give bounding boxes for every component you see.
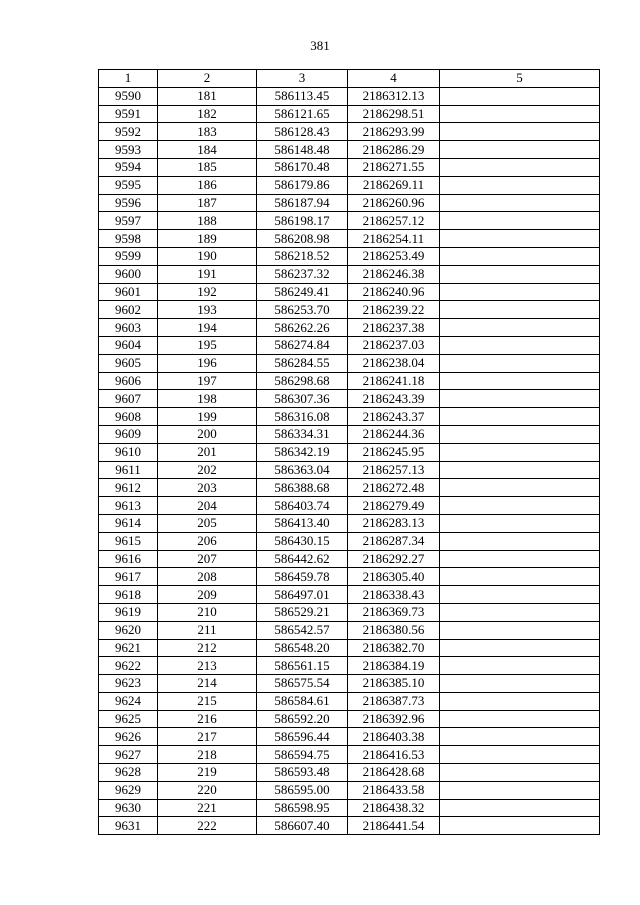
column-header: 1 <box>99 70 158 88</box>
table-cell: 2186279.49 <box>348 497 440 515</box>
table-cell: 586298.68 <box>257 372 348 390</box>
table-cell: 2186293.99 <box>348 123 440 141</box>
table-cell: 2186272.48 <box>348 479 440 497</box>
table-cell: 221 <box>158 799 257 817</box>
table-row <box>99 461 600 479</box>
table-cell: 2186338.43 <box>348 586 440 604</box>
table-cell: 586316.08 <box>257 408 348 426</box>
table-row <box>99 87 600 105</box>
table-cell: 205 <box>158 514 257 532</box>
table-cell: 9618 <box>99 586 158 604</box>
table-cell: 586413.40 <box>257 514 348 532</box>
table-cell: 586459.78 <box>257 568 348 586</box>
table-cell: 2186384.19 <box>348 657 440 675</box>
table-cell: 586607.40 <box>257 817 348 835</box>
table-cell: 9591 <box>99 105 158 123</box>
table-cell: 209 <box>158 586 257 604</box>
table-cell <box>440 265 600 283</box>
table-row <box>99 425 600 443</box>
table-cell: 202 <box>158 461 257 479</box>
table-cell: 586128.43 <box>257 123 348 141</box>
table-cell: 9604 <box>99 336 158 354</box>
table-cell: 2186283.13 <box>348 514 440 532</box>
table-cell <box>440 497 600 515</box>
table-cell: 2186241.18 <box>348 372 440 390</box>
table-row <box>99 639 600 657</box>
table-cell: 586548.20 <box>257 639 348 657</box>
table-cell: 2186239.22 <box>348 301 440 319</box>
table-cell: 9605 <box>99 354 158 372</box>
table-cell: 2186245.95 <box>348 443 440 461</box>
table-row <box>99 675 600 693</box>
table-cell: 9606 <box>99 372 158 390</box>
table-cell: 2186260.96 <box>348 194 440 212</box>
table-cell: 185 <box>158 158 257 176</box>
table-cell: 9629 <box>99 781 158 799</box>
table-row <box>99 158 600 176</box>
table-cell: 586113.45 <box>257 87 348 105</box>
table-cell: 192 <box>158 283 257 301</box>
table-cell: 2186237.03 <box>348 336 440 354</box>
table-cell: 586262.26 <box>257 319 348 337</box>
table-cell: 586561.15 <box>257 657 348 675</box>
table-cell: 586363.04 <box>257 461 348 479</box>
table-cell: 2186246.38 <box>348 265 440 283</box>
table-cell: 9590 <box>99 87 158 105</box>
table-cell: 9596 <box>99 194 158 212</box>
table-cell <box>440 692 600 710</box>
table-row <box>99 301 600 319</box>
table-cell <box>440 514 600 532</box>
table-cell <box>440 87 600 105</box>
table-cell <box>440 319 600 337</box>
column-header: 2 <box>158 70 257 88</box>
table-cell: 211 <box>158 621 257 639</box>
table-cell: 9628 <box>99 764 158 782</box>
table-cell: 2186438.32 <box>348 799 440 817</box>
table-cell: 586253.70 <box>257 301 348 319</box>
table-cell: 2186387.73 <box>348 692 440 710</box>
table-row <box>99 710 600 728</box>
table-row <box>99 123 600 141</box>
table-row <box>99 621 600 639</box>
table-cell: 2186286.29 <box>348 141 440 159</box>
table-row <box>99 443 600 461</box>
table-cell: 218 <box>158 746 257 764</box>
table-cell: 184 <box>158 141 257 159</box>
table-cell: 2186416.53 <box>348 746 440 764</box>
table-row <box>99 746 600 764</box>
table-cell: 182 <box>158 105 257 123</box>
table-row <box>99 532 600 550</box>
table-cell <box>440 657 600 675</box>
table-row <box>99 568 600 586</box>
table-cell: 2186369.73 <box>348 603 440 621</box>
table-row <box>99 194 600 212</box>
table-cell: 207 <box>158 550 257 568</box>
table-cell: 586334.31 <box>257 425 348 443</box>
table-row <box>99 586 600 604</box>
table-cell: 2186292.27 <box>348 550 440 568</box>
table-cell: 2186257.12 <box>348 212 440 230</box>
table-cell: 9617 <box>99 568 158 586</box>
table-cell: 2186382.70 <box>348 639 440 657</box>
table-cell: 9626 <box>99 728 158 746</box>
table-cell: 210 <box>158 603 257 621</box>
table-header-row <box>99 70 600 88</box>
table-cell: 586198.17 <box>257 212 348 230</box>
table-row <box>99 781 600 799</box>
table-cell: 214 <box>158 675 257 693</box>
table-row <box>99 390 600 408</box>
table-cell: 9599 <box>99 247 158 265</box>
table-cell: 586170.48 <box>257 158 348 176</box>
table-cell: 201 <box>158 443 257 461</box>
table-cell <box>440 443 600 461</box>
table-cell: 586595.00 <box>257 781 348 799</box>
table-cell: 188 <box>158 212 257 230</box>
table-cell <box>440 764 600 782</box>
table-row <box>99 479 600 497</box>
table-cell: 9623 <box>99 675 158 693</box>
table-cell: 194 <box>158 319 257 337</box>
table-row <box>99 212 600 230</box>
table-cell: 9600 <box>99 265 158 283</box>
table-cell <box>440 746 600 764</box>
table-cell: 586593.48 <box>257 764 348 782</box>
table-cell: 204 <box>158 497 257 515</box>
table-cell <box>440 408 600 426</box>
table-cell: 586249.41 <box>257 283 348 301</box>
table-cell <box>440 479 600 497</box>
table-cell: 2186257.13 <box>348 461 440 479</box>
table-cell: 586403.74 <box>257 497 348 515</box>
table-cell: 2186441.54 <box>348 817 440 835</box>
table-cell <box>440 799 600 817</box>
table-cell: 2186271.55 <box>348 158 440 176</box>
table-cell: 586592.20 <box>257 710 348 728</box>
table-cell: 220 <box>158 781 257 799</box>
table-row <box>99 247 600 265</box>
table-cell <box>440 283 600 301</box>
table-row <box>99 408 600 426</box>
table-cell: 9630 <box>99 799 158 817</box>
table-cell: 206 <box>158 532 257 550</box>
table-cell: 2186240.96 <box>348 283 440 301</box>
table-cell: 586388.68 <box>257 479 348 497</box>
table-cell: 200 <box>158 425 257 443</box>
table-cell: 2186312.13 <box>348 87 440 105</box>
table-cell: 189 <box>158 230 257 248</box>
table-cell: 9593 <box>99 141 158 159</box>
table-cell <box>440 550 600 568</box>
table-cell: 586208.98 <box>257 230 348 248</box>
table-cell: 9615 <box>99 532 158 550</box>
table-cell <box>440 141 600 159</box>
table-cell <box>440 176 600 194</box>
table-cell <box>440 639 600 657</box>
table-cell <box>440 105 600 123</box>
table-cell <box>440 301 600 319</box>
table-cell: 2186428.68 <box>348 764 440 782</box>
table-cell: 586584.61 <box>257 692 348 710</box>
table-cell: 586598.95 <box>257 799 348 817</box>
table-cell <box>440 532 600 550</box>
table-cell <box>440 603 600 621</box>
table-row <box>99 764 600 782</box>
table-cell: 586284.55 <box>257 354 348 372</box>
table-cell: 9610 <box>99 443 158 461</box>
table-cell: 9625 <box>99 710 158 728</box>
table-cell <box>440 336 600 354</box>
table-row <box>99 265 600 283</box>
table-cell <box>440 372 600 390</box>
table-cell: 2186392.96 <box>348 710 440 728</box>
table-row <box>99 354 600 372</box>
table-cell: 2186238.04 <box>348 354 440 372</box>
table-cell: 9613 <box>99 497 158 515</box>
table-cell: 212 <box>158 639 257 657</box>
table-cell <box>440 194 600 212</box>
table-cell: 9597 <box>99 212 158 230</box>
table-row <box>99 550 600 568</box>
table-cell: 9621 <box>99 639 158 657</box>
table-cell <box>440 568 600 586</box>
table-cell: 197 <box>158 372 257 390</box>
table-cell <box>440 212 600 230</box>
table-cell: 186 <box>158 176 257 194</box>
table-cell: 586542.57 <box>257 621 348 639</box>
table-cell: 9622 <box>99 657 158 675</box>
table-cell <box>440 390 600 408</box>
table-cell <box>440 728 600 746</box>
table-cell <box>440 817 600 835</box>
table-cell: 586307.36 <box>257 390 348 408</box>
table-cell <box>440 123 600 141</box>
table-row <box>99 692 600 710</box>
coordinates-table <box>98 69 600 835</box>
table-body <box>99 87 600 834</box>
table-cell: 9616 <box>99 550 158 568</box>
table-cell: 2186269.11 <box>348 176 440 194</box>
table-row <box>99 603 600 621</box>
table-cell <box>440 461 600 479</box>
table-cell: 2186253.49 <box>348 247 440 265</box>
table-cell: 586342.19 <box>257 443 348 461</box>
table-cell: 586594.75 <box>257 746 348 764</box>
table-cell: 586179.86 <box>257 176 348 194</box>
table-cell: 2186243.37 <box>348 408 440 426</box>
table-cell: 198 <box>158 390 257 408</box>
table-cell: 190 <box>158 247 257 265</box>
table-row <box>99 728 600 746</box>
table-cell: 9602 <box>99 301 158 319</box>
table-cell: 181 <box>158 87 257 105</box>
table-row <box>99 799 600 817</box>
table-cell: 586121.65 <box>257 105 348 123</box>
table-cell <box>440 586 600 604</box>
table-cell: 9631 <box>99 817 158 835</box>
table-cell: 2186380.56 <box>348 621 440 639</box>
table-cell: 2186403.38 <box>348 728 440 746</box>
table-cell <box>440 781 600 799</box>
table-cell: 2186305.40 <box>348 568 440 586</box>
table-cell: 9609 <box>99 425 158 443</box>
table-cell: 9601 <box>99 283 158 301</box>
table-cell: 2186287.34 <box>348 532 440 550</box>
table-cell: 183 <box>158 123 257 141</box>
table-cell: 9611 <box>99 461 158 479</box>
column-header: 5 <box>440 70 600 88</box>
table-cell: 586596.44 <box>257 728 348 746</box>
table-cell: 2186243.39 <box>348 390 440 408</box>
table-cell: 217 <box>158 728 257 746</box>
table-cell: 9594 <box>99 158 158 176</box>
column-header: 3 <box>257 70 348 88</box>
table-cell: 586218.52 <box>257 247 348 265</box>
table-cell: 222 <box>158 817 257 835</box>
table-cell: 2186244.36 <box>348 425 440 443</box>
table-cell: 195 <box>158 336 257 354</box>
table-cell <box>440 710 600 728</box>
table-cell: 199 <box>158 408 257 426</box>
table-cell <box>440 230 600 248</box>
table-row <box>99 319 600 337</box>
table-cell: 9624 <box>99 692 158 710</box>
table-cell: 9612 <box>99 479 158 497</box>
table-cell: 2186254.11 <box>348 230 440 248</box>
table-cell: 9592 <box>99 123 158 141</box>
table-row <box>99 176 600 194</box>
table-cell: 586148.48 <box>257 141 348 159</box>
table-cell: 9619 <box>99 603 158 621</box>
table-cell: 193 <box>158 301 257 319</box>
table-cell <box>440 158 600 176</box>
table-row <box>99 817 600 835</box>
table-cell: 586529.21 <box>257 603 348 621</box>
column-header: 4 <box>348 70 440 88</box>
table-cell: 191 <box>158 265 257 283</box>
table-cell <box>440 425 600 443</box>
table-row <box>99 514 600 532</box>
table-row <box>99 141 600 159</box>
table-cell: 9595 <box>99 176 158 194</box>
table-cell: 213 <box>158 657 257 675</box>
table-row <box>99 105 600 123</box>
table-cell <box>440 354 600 372</box>
table-row <box>99 336 600 354</box>
table-cell: 9607 <box>99 390 158 408</box>
table-cell: 2186385.10 <box>348 675 440 693</box>
table-cell: 203 <box>158 479 257 497</box>
table-cell: 586187.94 <box>257 194 348 212</box>
table-cell: 586237.32 <box>257 265 348 283</box>
table-cell: 9620 <box>99 621 158 639</box>
table-cell: 586575.54 <box>257 675 348 693</box>
table-cell: 9627 <box>99 746 158 764</box>
table-cell: 586274.84 <box>257 336 348 354</box>
table-row <box>99 497 600 515</box>
table-row <box>99 283 600 301</box>
table-row <box>99 230 600 248</box>
table-cell <box>440 247 600 265</box>
table-cell: 196 <box>158 354 257 372</box>
table-cell: 208 <box>158 568 257 586</box>
table-row <box>99 372 600 390</box>
table-cell: 9603 <box>99 319 158 337</box>
table-cell: 216 <box>158 710 257 728</box>
table-cell: 9608 <box>99 408 158 426</box>
page-number: 381 <box>310 38 330 53</box>
table-row <box>99 657 600 675</box>
table-cell: 215 <box>158 692 257 710</box>
table-cell: 586442.62 <box>257 550 348 568</box>
table-cell: 2186433.58 <box>348 781 440 799</box>
table-cell: 586430.15 <box>257 532 348 550</box>
table-cell: 187 <box>158 194 257 212</box>
table-cell <box>440 675 600 693</box>
table-cell: 219 <box>158 764 257 782</box>
table-cell <box>440 621 600 639</box>
table-cell: 9598 <box>99 230 158 248</box>
table-cell: 9614 <box>99 514 158 532</box>
table-cell: 2186298.51 <box>348 105 440 123</box>
table-cell: 586497.01 <box>257 586 348 604</box>
table-cell: 2186237.38 <box>348 319 440 337</box>
